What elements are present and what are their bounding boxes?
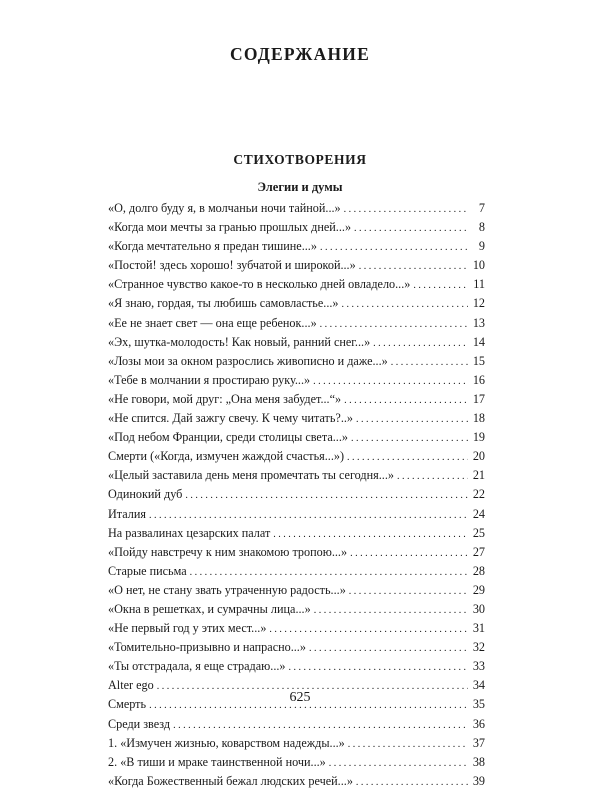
toc-entry: [108, 294, 485, 313]
toc-entry: [108, 237, 485, 256]
toc-entry: [108, 715, 485, 734]
toc-entry-title: «Странное чувство какое-то в несколько дней овладело...»: [108, 277, 411, 292]
toc-entry-title: «Когда Божественный бежал людских речей...»: [108, 773, 353, 788]
toc-entry: [108, 390, 485, 409]
toc-entry-title: «Тебе в молчании я простираю руку...»: [108, 372, 311, 387]
toc-entry-page: 18: [472, 411, 485, 426]
toc-entry-title: Италия: [108, 506, 147, 521]
toc-entry-page: 15: [472, 353, 485, 368]
toc-entry-page: 8: [478, 220, 485, 235]
dot-leader: [349, 582, 468, 601]
dot-leader: [273, 525, 468, 544]
subsection-title: Элегии и думы: [257, 180, 343, 194]
toc-entry-title: «Когда мечтательно я предан тишине...»: [108, 239, 317, 254]
toc-entry-title: «Ты отстрадала, я еще страдаю...»: [108, 659, 286, 674]
toc-entry: [108, 409, 485, 428]
toc-entry-title: «О, долго буду я, в молчаньи ночи тайной...»: [108, 201, 341, 215]
toc-entry: [108, 199, 485, 218]
dot-leader: [391, 353, 468, 372]
toc-entry-title: Alter ego: [108, 678, 154, 693]
toc-entry: [108, 485, 485, 504]
dot-leader: [344, 391, 468, 410]
dot-leader: [173, 716, 468, 735]
toc-entry-page: 13: [472, 315, 485, 330]
dot-leader: [313, 372, 468, 391]
dot-leader: [344, 200, 468, 219]
toc-entry-title: Одинокий дуб: [108, 487, 183, 502]
toc-entry: [108, 543, 485, 562]
toc-entry: [108, 447, 485, 466]
dot-leader: [342, 295, 468, 314]
toc-entry-title: «Томительно-призывно и напрасно...»: [108, 640, 306, 655]
toc-entry: [108, 256, 485, 275]
toc-entry-page: 19: [472, 430, 485, 445]
toc-entry: [108, 218, 485, 237]
toc-entry-page: 33: [472, 659, 485, 674]
toc-entry-page: 36: [472, 716, 485, 731]
toc-entry-title: «Ее не знает свет — она еще ребенок...»: [108, 315, 317, 330]
dot-leader: [320, 238, 468, 257]
toc-entry: [108, 638, 485, 657]
toc-entry-title: На развалинах цезарских палат: [108, 525, 271, 540]
toc-entry-title: «Не говори, мой друг: „Она меня забудет...“»: [108, 391, 342, 406]
toc-entry-page: 7: [478, 201, 485, 215]
dot-leader: [351, 429, 468, 448]
toc-entry-page: 24: [472, 506, 485, 521]
dot-leader: [347, 448, 468, 467]
toc-entry-title: «Постой! здесь хорошо! зубчатой и широкой...»: [108, 258, 356, 273]
toc-entry-title: 2. «В тиши и мраке таинственной ночи...»: [108, 754, 326, 769]
dot-leader: [269, 620, 468, 639]
dot-leader: [354, 219, 468, 238]
toc-entry: [108, 371, 485, 390]
dot-leader: [329, 754, 468, 773]
toc-entry-page: 38: [472, 754, 485, 769]
dot-leader: [149, 506, 468, 525]
toc-entry-title: «Под небом Франции, среди столицы света...»: [108, 430, 348, 445]
page-title: СОДЕРЖАНИЕ: [229, 44, 370, 64]
dot-leader: [309, 639, 468, 658]
dot-leader: [289, 658, 468, 677]
toc-entry: [108, 619, 485, 638]
toc-entry: [108, 581, 485, 600]
dot-leader: [185, 486, 468, 505]
toc-entry-page: 25: [472, 525, 485, 540]
toc-entry-page: 32: [472, 640, 485, 655]
toc-entry-page: 22: [472, 487, 485, 502]
toc-entry-page: 35: [472, 697, 485, 712]
dot-leader: [397, 467, 468, 486]
dot-leader: [359, 257, 468, 276]
toc-entry: [108, 753, 485, 772]
toc-entry-page: 28: [472, 563, 485, 578]
toc-entry-title: Смерть: [108, 697, 147, 712]
dot-leader: [350, 544, 468, 563]
toc-entry-page: 17: [472, 391, 485, 406]
toc-entry-title: «Не первый год у этих мест...»: [108, 621, 267, 636]
toc-entry: [108, 333, 485, 352]
toc-entry-title: «Не спится. Дай зажгу свечу. К чему читать?..»: [108, 411, 354, 426]
toc-entry-page: 12: [472, 296, 485, 311]
toc-entry-page: 11: [473, 277, 485, 292]
dot-leader: [348, 735, 468, 754]
toc-entry-title: Старые письма: [108, 563, 187, 578]
toc-entry-page: 16: [472, 372, 485, 387]
toc-entry-title: «Эх, шутка-молодость! Как новый, ранний снег...»: [108, 334, 371, 349]
toc-entry: [108, 562, 485, 581]
toc-entry-page: 34: [472, 678, 485, 693]
toc-entry-title: «О нет, не стану звать утраченную радость...»: [108, 582, 346, 597]
toc-entry-page: 14: [472, 334, 485, 349]
dot-leader: [320, 315, 468, 334]
toc-entry-title: «Когда мои мечты за гранью прошлых дней...»: [108, 220, 352, 235]
toc-entry-page: 9: [478, 239, 485, 254]
toc-entry: [108, 600, 485, 619]
toc-entry: [108, 466, 485, 485]
toc-entry-page: 20: [472, 449, 485, 464]
toc-entry: [108, 657, 485, 676]
dot-leader: [413, 276, 468, 295]
toc-entry: [108, 428, 485, 447]
toc-entry-page: 21: [472, 468, 485, 483]
toc-entry-page: 29: [472, 582, 485, 597]
toc-entry-title: «Окна в решетках, и сумрачны лица...»: [108, 601, 311, 616]
toc-entry-page: 31: [472, 621, 485, 636]
toc-entry-title: 1. «Измучен жизнью, коварством надежды...»: [108, 735, 345, 750]
toc-entry-page: 37: [472, 735, 485, 750]
toc-entry: [108, 352, 485, 371]
toc-entry: [108, 314, 485, 333]
toc-entry: [108, 505, 485, 524]
dot-leader: [314, 601, 468, 620]
toc-entry-title: Смерти («Когда, измучен жаждой счастья...»): [108, 449, 345, 464]
toc-entry-page: 39: [472, 773, 485, 788]
toc-entry-title: «Пойду навстречу к ним знакомою тропою...»: [108, 544, 348, 559]
toc-entry: [108, 524, 485, 543]
page-number: 625: [289, 690, 311, 705]
toc-entry-title: «Целый заставила день меня промечтать ты сегодня...»: [108, 468, 394, 483]
toc-entry-title: «Я знаю, гордая, ты любишь самовластье...»: [108, 296, 339, 311]
toc-entry-page: 27: [472, 544, 485, 559]
toc-entry: [108, 772, 485, 791]
toc-entry-page: 30: [472, 601, 485, 616]
dot-leader: [356, 773, 468, 792]
dot-leader: [356, 410, 468, 429]
toc-entry: [108, 275, 485, 294]
dot-leader: [373, 334, 468, 353]
toc-entry-title: «Лозы мои за окном разрослись живописно и даже...»: [108, 353, 388, 368]
toc-entry-title: Среди звезд: [108, 716, 171, 731]
section-title: СТИХОТВОРЕНИЯ: [233, 152, 367, 167]
toc-entry-page: 10: [472, 258, 485, 273]
dot-leader: [190, 563, 468, 582]
